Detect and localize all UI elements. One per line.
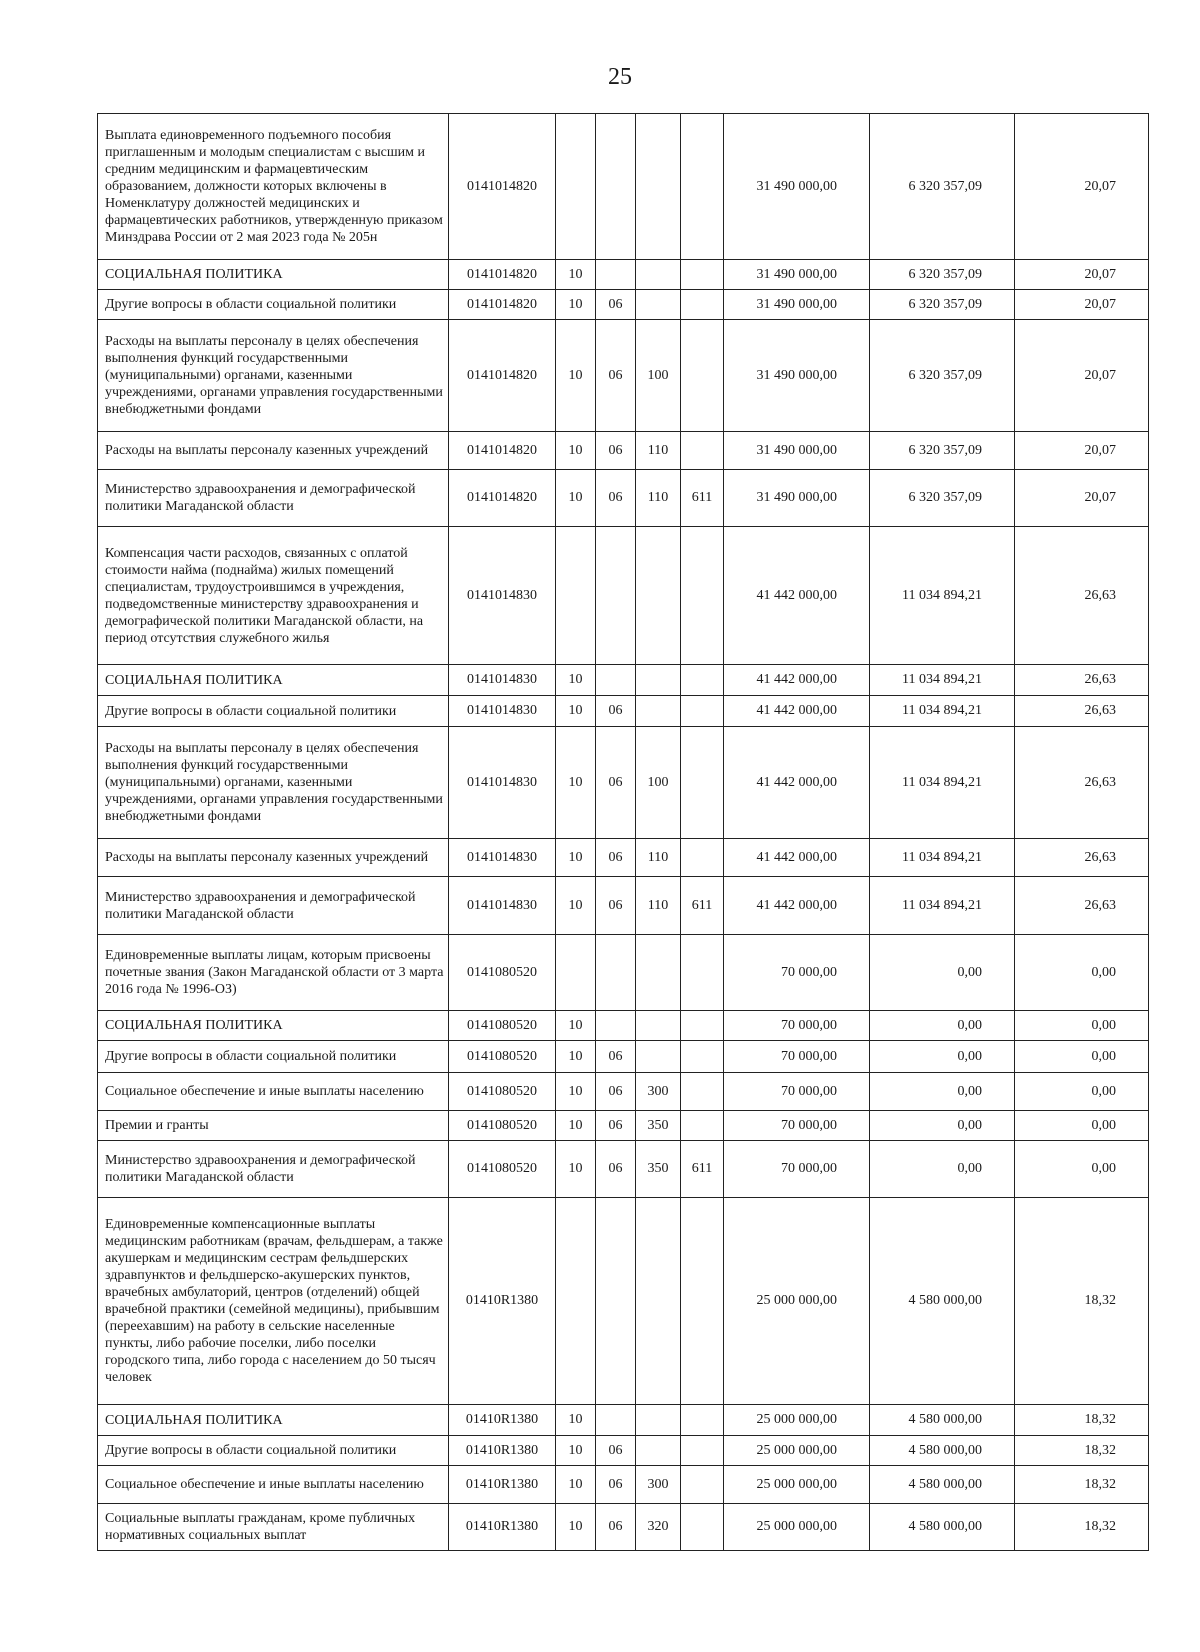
row-executed-amount: 11 034 894,21 xyxy=(870,696,1015,727)
row-subsection: 06 xyxy=(596,470,636,527)
row-planned-amount: 70 000,00 xyxy=(724,1041,870,1073)
table-row xyxy=(98,1073,1149,1111)
row-execution-percent: 0,00 xyxy=(1015,1111,1149,1141)
row-target-code: 0141014830 xyxy=(449,527,556,665)
row-target-code: 0141014830 xyxy=(449,665,556,696)
row-name: СОЦИАЛЬНАЯ ПОЛИТИКА xyxy=(98,1011,449,1041)
row-execution-percent: 18,32 xyxy=(1015,1405,1149,1436)
row-expense-type xyxy=(636,260,681,290)
table-row xyxy=(98,1198,1149,1405)
row-executed-amount: 6 320 357,09 xyxy=(870,432,1015,470)
row-executed-amount: 6 320 357,09 xyxy=(870,290,1015,320)
row-target-code: 0141014820 xyxy=(449,290,556,320)
row-planned-amount: 31 490 000,00 xyxy=(724,432,870,470)
table-row xyxy=(98,1504,1149,1551)
row-target-code: 0141014830 xyxy=(449,877,556,935)
row-expense-type: 110 xyxy=(636,877,681,935)
row-name: Единовременные компенсационные выплаты медицинским работникам (врачам, фельдшерам, а также акушеркам и медицинским сестрам фельдшерских здравпунктов и фельдшерско-акушерских пунктов, врачебных амбулаторий, центров (отделений) общей врачебной практики (семейной медицины), прибывшим (переехавшим) на работу в сельские населенные пункты, либо рабочие поселки, либо поселки городского типа, либо города с населением до 50 тысяч человек xyxy=(98,1198,449,1405)
row-target-code: 0141014830 xyxy=(449,696,556,727)
row-expense-type: 300 xyxy=(636,1073,681,1111)
row-administrator xyxy=(681,696,724,727)
row-execution-percent: 26,63 xyxy=(1015,696,1149,727)
table-row xyxy=(98,1436,1149,1466)
row-name: СОЦИАЛЬНАЯ ПОЛИТИКА xyxy=(98,1405,449,1436)
row-execution-percent: 20,07 xyxy=(1015,432,1149,470)
row-execution-percent: 20,07 xyxy=(1015,114,1149,260)
row-name: Другие вопросы в области социальной политики xyxy=(98,696,449,727)
row-section xyxy=(556,114,596,260)
row-administrator xyxy=(681,290,724,320)
row-planned-amount: 31 490 000,00 xyxy=(724,290,870,320)
row-name: Расходы на выплаты персоналу казенных учреждений xyxy=(98,432,449,470)
row-subsection: 06 xyxy=(596,1141,636,1198)
row-subsection xyxy=(596,1011,636,1041)
table-row xyxy=(98,1405,1149,1436)
row-expense-type: 100 xyxy=(636,727,681,839)
row-subsection: 06 xyxy=(596,1073,636,1111)
row-section: 10 xyxy=(556,1466,596,1504)
row-section: 10 xyxy=(556,1436,596,1466)
row-execution-percent: 0,00 xyxy=(1015,1041,1149,1073)
row-target-code: 01410R1380 xyxy=(449,1466,556,1504)
table-row xyxy=(98,260,1149,290)
row-administrator xyxy=(681,1466,724,1504)
table-row xyxy=(98,696,1149,727)
row-administrator: 611 xyxy=(681,1141,724,1198)
row-section: 10 xyxy=(556,470,596,527)
row-expense-type xyxy=(636,1041,681,1073)
row-executed-amount: 0,00 xyxy=(870,1141,1015,1198)
row-planned-amount: 25 000 000,00 xyxy=(724,1466,870,1504)
row-execution-percent: 20,07 xyxy=(1015,470,1149,527)
row-subsection: 06 xyxy=(596,877,636,935)
row-executed-amount: 11 034 894,21 xyxy=(870,839,1015,877)
row-administrator xyxy=(681,727,724,839)
table-row xyxy=(98,1041,1149,1073)
row-administrator xyxy=(681,665,724,696)
row-expense-type xyxy=(636,935,681,1011)
row-section: 10 xyxy=(556,1111,596,1141)
table-row xyxy=(98,839,1149,877)
row-name: Социальное обеспечение и иные выплаты населению xyxy=(98,1466,449,1504)
row-subsection xyxy=(596,527,636,665)
row-execution-percent: 20,07 xyxy=(1015,260,1149,290)
row-executed-amount: 11 034 894,21 xyxy=(870,877,1015,935)
row-expense-type xyxy=(636,290,681,320)
row-section: 10 xyxy=(556,1041,596,1073)
row-execution-percent: 26,63 xyxy=(1015,527,1149,665)
row-planned-amount: 31 490 000,00 xyxy=(724,320,870,432)
table-row xyxy=(98,114,1149,260)
row-expense-type: 100 xyxy=(636,320,681,432)
row-executed-amount: 6 320 357,09 xyxy=(870,114,1015,260)
row-execution-percent: 26,63 xyxy=(1015,727,1149,839)
table-row xyxy=(98,470,1149,527)
row-section: 10 xyxy=(556,1141,596,1198)
row-administrator xyxy=(681,1011,724,1041)
row-section: 10 xyxy=(556,1504,596,1551)
row-section: 10 xyxy=(556,1073,596,1111)
row-administrator xyxy=(681,260,724,290)
row-execution-percent: 0,00 xyxy=(1015,1141,1149,1198)
row-section: 10 xyxy=(556,877,596,935)
row-executed-amount: 4 580 000,00 xyxy=(870,1198,1015,1405)
row-name: Выплата единовременного подъемного пособия приглашенным и молодым специалистам с высшим и средним медицинским и фармацевтическим образованием, должности которых включены в Номенклатуру должностей медицинских и фармацевтических работников, утвержденную приказом Минздрава России от 2 мая 2023 года № 205н xyxy=(98,114,449,260)
row-executed-amount: 4 580 000,00 xyxy=(870,1405,1015,1436)
row-target-code: 0141014820 xyxy=(449,260,556,290)
row-execution-percent: 0,00 xyxy=(1015,1073,1149,1111)
row-planned-amount: 70 000,00 xyxy=(724,1141,870,1198)
row-target-code: 0141080520 xyxy=(449,1141,556,1198)
row-subsection xyxy=(596,1198,636,1405)
row-expense-type xyxy=(636,1011,681,1041)
row-planned-amount: 41 442 000,00 xyxy=(724,727,870,839)
row-executed-amount: 6 320 357,09 xyxy=(870,470,1015,527)
row-execution-percent: 20,07 xyxy=(1015,290,1149,320)
row-administrator xyxy=(681,1073,724,1111)
row-subsection: 06 xyxy=(596,696,636,727)
row-name: Другие вопросы в области социальной политики xyxy=(98,1436,449,1466)
row-name: Социальные выплаты гражданам, кроме публичных нормативных социальных выплат xyxy=(98,1504,449,1551)
row-subsection xyxy=(596,260,636,290)
row-name: Расходы на выплаты персоналу казенных учреждений xyxy=(98,839,449,877)
row-executed-amount: 0,00 xyxy=(870,1111,1015,1141)
row-name: Единовременные выплаты лицам, которым присвоены почетные звания (Закон Магаданской области от 3 марта 2016 года № 1996-ОЗ) xyxy=(98,935,449,1011)
row-execution-percent: 26,63 xyxy=(1015,877,1149,935)
row-subsection: 06 xyxy=(596,1041,636,1073)
row-executed-amount: 0,00 xyxy=(870,1073,1015,1111)
table-row xyxy=(98,877,1149,935)
row-expense-type: 350 xyxy=(636,1141,681,1198)
row-section xyxy=(556,527,596,665)
table-row xyxy=(98,527,1149,665)
row-execution-percent: 20,07 xyxy=(1015,320,1149,432)
row-execution-percent: 18,32 xyxy=(1015,1436,1149,1466)
row-subsection: 06 xyxy=(596,1504,636,1551)
row-subsection xyxy=(596,665,636,696)
row-target-code: 01410R1380 xyxy=(449,1198,556,1405)
row-administrator xyxy=(681,839,724,877)
row-target-code: 0141014820 xyxy=(449,470,556,527)
row-target-code: 0141080520 xyxy=(449,1011,556,1041)
row-target-code: 0141080520 xyxy=(449,1073,556,1111)
row-execution-percent: 0,00 xyxy=(1015,1011,1149,1041)
row-expense-type xyxy=(636,665,681,696)
row-section: 10 xyxy=(556,260,596,290)
row-expense-type xyxy=(636,1198,681,1405)
row-subsection: 06 xyxy=(596,290,636,320)
row-target-code: 0141080520 xyxy=(449,935,556,1011)
row-expense-type: 110 xyxy=(636,839,681,877)
row-section: 10 xyxy=(556,1011,596,1041)
row-planned-amount: 70 000,00 xyxy=(724,935,870,1011)
row-target-code: 01410R1380 xyxy=(449,1504,556,1551)
row-execution-percent: 18,32 xyxy=(1015,1466,1149,1504)
row-section: 10 xyxy=(556,320,596,432)
row-administrator xyxy=(681,432,724,470)
row-name: СОЦИАЛЬНАЯ ПОЛИТИКА xyxy=(98,260,449,290)
row-expense-type: 110 xyxy=(636,432,681,470)
row-subsection: 06 xyxy=(596,1466,636,1504)
table-row xyxy=(98,1011,1149,1041)
row-expense-type: 350 xyxy=(636,1111,681,1141)
row-subsection: 06 xyxy=(596,1111,636,1141)
row-expense-type: 110 xyxy=(636,470,681,527)
row-name: Социальное обеспечение и иные выплаты населению xyxy=(98,1073,449,1111)
row-execution-percent: 18,32 xyxy=(1015,1504,1149,1551)
row-planned-amount: 41 442 000,00 xyxy=(724,527,870,665)
page-number: 25 xyxy=(608,64,632,90)
row-planned-amount: 25 000 000,00 xyxy=(724,1436,870,1466)
row-subsection: 06 xyxy=(596,839,636,877)
row-name: Другие вопросы в области социальной политики xyxy=(98,290,449,320)
row-planned-amount: 41 442 000,00 xyxy=(724,877,870,935)
table-row xyxy=(98,935,1149,1011)
row-planned-amount: 70 000,00 xyxy=(724,1073,870,1111)
row-planned-amount: 25 000 000,00 xyxy=(724,1198,870,1405)
row-executed-amount: 4 580 000,00 xyxy=(870,1466,1015,1504)
row-planned-amount: 31 490 000,00 xyxy=(724,260,870,290)
row-section: 10 xyxy=(556,665,596,696)
row-expense-type: 320 xyxy=(636,1504,681,1551)
row-name: Министерство здравоохранения и демографической политики Магаданской области xyxy=(98,1141,449,1198)
row-planned-amount: 70 000,00 xyxy=(724,1011,870,1041)
row-section xyxy=(556,935,596,1011)
row-administrator xyxy=(681,1504,724,1551)
row-administrator xyxy=(681,935,724,1011)
row-executed-amount: 4 580 000,00 xyxy=(870,1504,1015,1551)
row-executed-amount: 11 034 894,21 xyxy=(870,727,1015,839)
row-subsection: 06 xyxy=(596,320,636,432)
row-expense-type xyxy=(636,1405,681,1436)
row-target-code: 0141014830 xyxy=(449,727,556,839)
row-execution-percent: 26,63 xyxy=(1015,665,1149,696)
row-subsection: 06 xyxy=(596,727,636,839)
row-target-code: 0141014820 xyxy=(449,320,556,432)
row-administrator xyxy=(681,1405,724,1436)
row-subsection xyxy=(596,114,636,260)
row-administrator xyxy=(681,114,724,260)
row-subsection xyxy=(596,1405,636,1436)
row-subsection xyxy=(596,935,636,1011)
row-section: 10 xyxy=(556,1405,596,1436)
row-planned-amount: 41 442 000,00 xyxy=(724,696,870,727)
row-expense-type xyxy=(636,1436,681,1466)
row-executed-amount: 0,00 xyxy=(870,1041,1015,1073)
row-name: Компенсация части расходов, связанных с оплатой стоимости найма (поднайма) жилых помещений специалистам, трудоустроившимся в учреждения, подведомственные министерству здравоохранения и демографической политики Магаданской области, на период отсутствия служебного жилья xyxy=(98,527,449,665)
table-row xyxy=(98,727,1149,839)
row-planned-amount: 41 442 000,00 xyxy=(724,665,870,696)
row-executed-amount: 6 320 357,09 xyxy=(870,320,1015,432)
row-expense-type xyxy=(636,696,681,727)
row-name: Другие вопросы в области социальной политики xyxy=(98,1041,449,1073)
row-expense-type xyxy=(636,527,681,665)
row-administrator xyxy=(681,1198,724,1405)
row-executed-amount: 0,00 xyxy=(870,1011,1015,1041)
row-name: Министерство здравоохранения и демографической политики Магаданской области xyxy=(98,470,449,527)
row-planned-amount: 31 490 000,00 xyxy=(724,470,870,527)
table-row xyxy=(98,1141,1149,1198)
row-administrator xyxy=(681,1436,724,1466)
row-target-code: 0141014820 xyxy=(449,432,556,470)
table-row xyxy=(98,320,1149,432)
row-name: СОЦИАЛЬНАЯ ПОЛИТИКА xyxy=(98,665,449,696)
table-row xyxy=(98,1111,1149,1141)
row-execution-percent: 18,32 xyxy=(1015,1198,1149,1405)
row-section: 10 xyxy=(556,432,596,470)
row-executed-amount: 0,00 xyxy=(870,935,1015,1011)
row-executed-amount: 11 034 894,21 xyxy=(870,527,1015,665)
row-target-code: 0141014830 xyxy=(449,839,556,877)
row-administrator xyxy=(681,527,724,665)
row-executed-amount: 11 034 894,21 xyxy=(870,665,1015,696)
row-planned-amount: 25 000 000,00 xyxy=(724,1504,870,1551)
table-body xyxy=(98,114,1149,1551)
row-name: Расходы на выплаты персоналу в целях обеспечения выполнения функций государственными (муниципальными) органами, казенными учреждениями, органами управления государственными внебюджетными фондами xyxy=(98,727,449,839)
row-target-code: 0141080520 xyxy=(449,1041,556,1073)
row-administrator xyxy=(681,320,724,432)
row-executed-amount: 6 320 357,09 xyxy=(870,260,1015,290)
row-executed-amount: 4 580 000,00 xyxy=(870,1436,1015,1466)
row-target-code: 01410R1380 xyxy=(449,1405,556,1436)
row-execution-percent: 26,63 xyxy=(1015,839,1149,877)
row-planned-amount: 25 000 000,00 xyxy=(724,1405,870,1436)
row-section: 10 xyxy=(556,727,596,839)
row-target-code: 0141014820 xyxy=(449,114,556,260)
row-name: Премии и гранты xyxy=(98,1111,449,1141)
table-row xyxy=(98,665,1149,696)
budget-execution-table xyxy=(97,113,1149,1551)
row-planned-amount: 41 442 000,00 xyxy=(724,839,870,877)
table-row xyxy=(98,432,1149,470)
row-expense-type xyxy=(636,114,681,260)
row-section: 10 xyxy=(556,696,596,727)
row-section: 10 xyxy=(556,839,596,877)
table-row xyxy=(98,1466,1149,1504)
row-subsection: 06 xyxy=(596,432,636,470)
row-administrator xyxy=(681,1041,724,1073)
table-row xyxy=(98,290,1149,320)
row-planned-amount: 70 000,00 xyxy=(724,1111,870,1141)
row-administrator: 611 xyxy=(681,877,724,935)
row-administrator xyxy=(681,1111,724,1141)
row-section xyxy=(556,1198,596,1405)
row-target-code: 01410R1380 xyxy=(449,1436,556,1466)
row-name: Расходы на выплаты персоналу в целях обеспечения выполнения функций государственными (муниципальными) органами, казенными учреждениями, органами управления государственными внебюджетными фондами xyxy=(98,320,449,432)
row-name: Министерство здравоохранения и демографической политики Магаданской области xyxy=(98,877,449,935)
row-expense-type: 300 xyxy=(636,1466,681,1504)
row-section: 10 xyxy=(556,290,596,320)
row-execution-percent: 0,00 xyxy=(1015,935,1149,1011)
row-planned-amount: 31 490 000,00 xyxy=(724,114,870,260)
row-target-code: 0141080520 xyxy=(449,1111,556,1141)
row-administrator: 611 xyxy=(681,470,724,527)
row-subsection: 06 xyxy=(596,1436,636,1466)
